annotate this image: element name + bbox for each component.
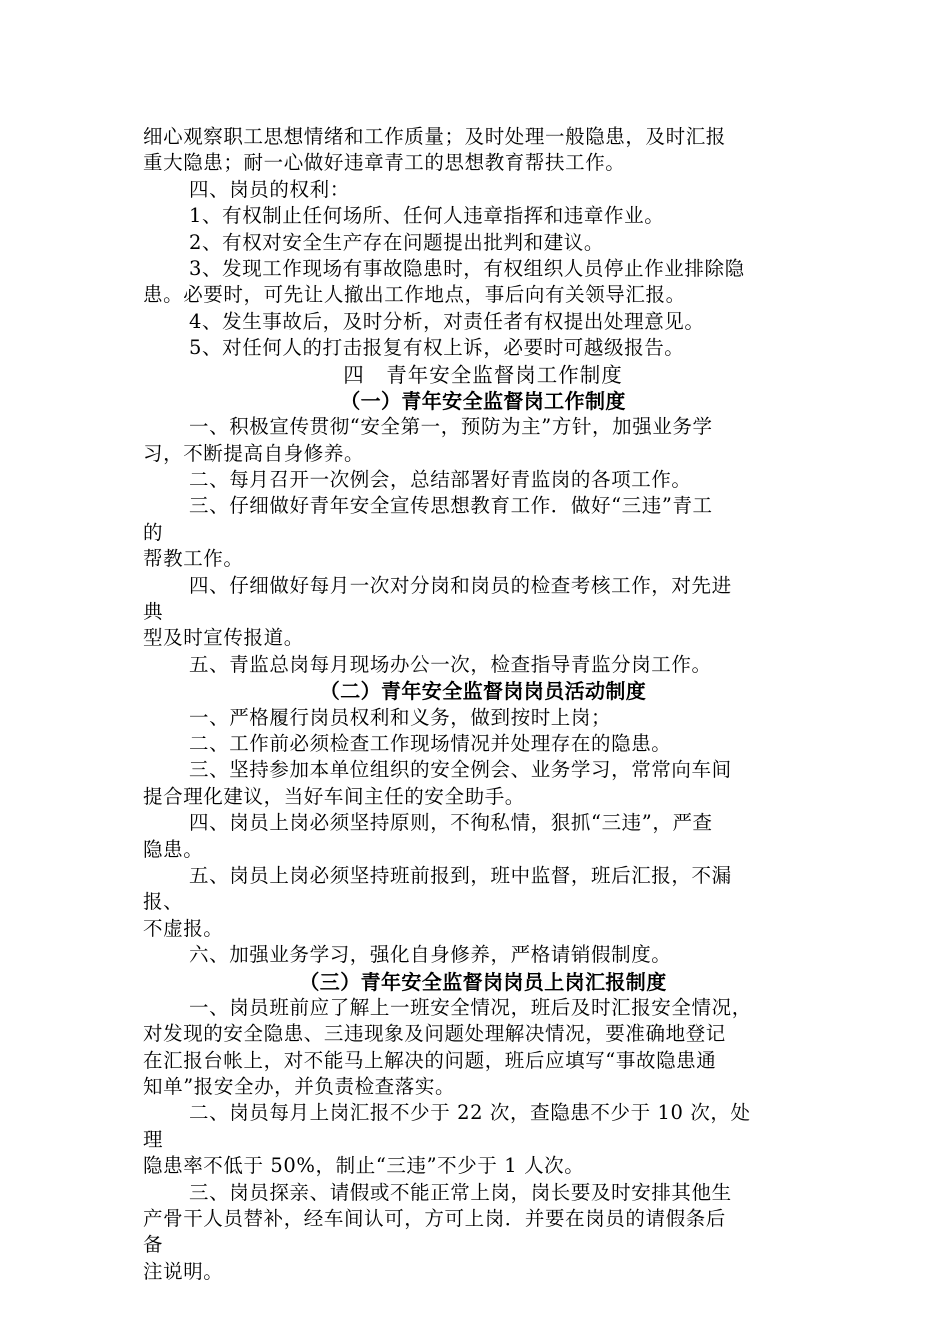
paragraph-line: 二、岗员每月上岗汇报不少于 22 次，查隐患不少于 10 次，处 bbox=[189, 1101, 751, 1125]
paragraph-line: 帮教工作。 bbox=[143, 547, 244, 571]
paragraph-line: 四、仔细做好每月一次对分岗和岗员的检查考核工作，对先进 bbox=[189, 573, 732, 597]
paragraph-line: 一、岗员班前应了解上一班安全情况，班后及时汇报安全情况， bbox=[189, 995, 752, 1019]
paragraph-line: 4、发生事故后，及时分析，对责任者有权提出处理意见。 bbox=[189, 309, 705, 333]
paragraph-line: 典 bbox=[143, 600, 164, 624]
section-heading: 四 青年安全监督岗工作制度 bbox=[343, 362, 623, 387]
subsection-heading: （三）青年安全监督岗岗员上岗汇报制度 bbox=[299, 969, 667, 994]
paragraph-line: 5、对任何人的打击报复有权上诉，必要时可越级报告。 bbox=[189, 336, 685, 360]
paragraph-line: 隐患。 bbox=[143, 837, 204, 861]
paragraph-line: 隐患率不低于 50%，制止“三违”不少于 1 人次。 bbox=[143, 1154, 585, 1178]
paragraph-line: 一、严格履行岗员权利和义务，做到按时上岗； bbox=[189, 705, 612, 729]
paragraph-line: 重大隐患；耐一心做好违章青工的思想教育帮扶工作。 bbox=[143, 151, 626, 175]
paragraph-line: 四、岗员的权利： bbox=[189, 177, 350, 201]
paragraph-line: 三、坚持参加本单位组织的安全例会、业务学习，常常向车间 bbox=[189, 758, 732, 782]
paragraph-line: 理 bbox=[143, 1127, 164, 1151]
paragraph-line: 三、仔细做好青年安全宣传思想教育工作．做好“三违”青工 bbox=[189, 494, 713, 518]
paragraph-line: 知单”报安全办，并负责检查落实。 bbox=[143, 1075, 456, 1099]
subsection-heading: （一）青年安全监督岗工作制度 bbox=[340, 388, 626, 413]
paragraph-line: 五、青监总岗每月现场办公一次，检查指导青监分岗工作。 bbox=[189, 652, 712, 676]
paragraph-line: 提合理化建议，当好车间主任的安全助手。 bbox=[143, 784, 525, 808]
paragraph-line: 备 bbox=[143, 1233, 164, 1257]
paragraph-line: 五、岗员上岗必须坚持班前报到，班中监督，班后汇报，不漏 bbox=[189, 863, 732, 887]
subsection-heading: （二）青年安全监督岗岗员活动制度 bbox=[319, 679, 647, 704]
paragraph-line: 细心观察职工思想情绪和工作质量；及时处理一般隐患，及时汇报 bbox=[143, 125, 726, 148]
paragraph-line: 对发现的安全隐患、三违现象及问题处理解决情况，要准确地登记 bbox=[143, 1022, 726, 1046]
paragraph-line: 患。必要时，可先让人撤出工作地点，事后向有关领导汇报。 bbox=[143, 283, 686, 307]
paragraph-line: 2、有权对安全生产存在问题提出批判和建议。 bbox=[189, 230, 605, 254]
paragraph-line: 的 bbox=[143, 520, 164, 544]
paragraph-line: 注说明。 bbox=[143, 1259, 224, 1283]
paragraph-line: 产骨干人员替补，经车间认可，方可上岗．并要在岗员的请假条后 bbox=[143, 1207, 726, 1231]
paragraph-line: 型及时宣传报道。 bbox=[143, 626, 304, 650]
paragraph-line: 四、岗员上岗必须坚持原则，不徇私情，狠抓“三违”，严查 bbox=[189, 811, 713, 835]
paragraph-line: 二、每月召开一次例会，总结部署好青监岗的各项工作。 bbox=[189, 468, 692, 492]
document-body bbox=[143, 124, 823, 1285]
paragraph-line: 习，不断提高自身修养。 bbox=[143, 441, 365, 465]
paragraph-line: 报、 bbox=[143, 890, 184, 914]
paragraph-line: 六、加强业务学习，强化自身修养，严格请销假制度。 bbox=[189, 943, 672, 967]
paragraph-line: 在汇报台帐上，对不能马上解决的问题，班后应填写“事故隐患通 bbox=[143, 1048, 717, 1072]
paragraph-line: 3、发现工作现场有事故隐患时，有权组织人员停止作业排除隐 bbox=[189, 256, 745, 280]
paragraph-line: 三、岗员探亲、请假或不能正常上岗，岗长要及时安排其他生 bbox=[189, 1180, 732, 1204]
paragraph-line: 1、有权制止任何场所、任何人违章指挥和违章作业。 bbox=[189, 204, 665, 228]
paragraph-line: 不虚报。 bbox=[143, 916, 224, 940]
paragraph-line: 二、工作前必须检查工作现场情况并处理存在的隐患。 bbox=[189, 731, 672, 755]
paragraph-line: 一、积极宣传贯彻“安全第一，预防为主”方针，加强业务学 bbox=[189, 415, 713, 439]
